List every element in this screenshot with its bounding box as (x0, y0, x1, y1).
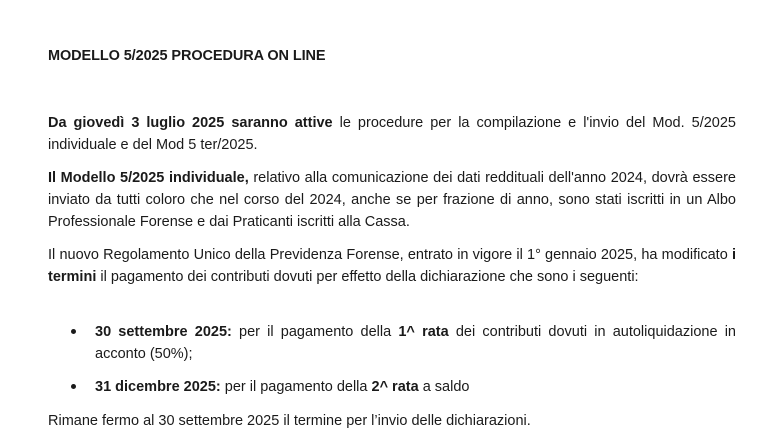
termini-emphasis: i termini (48, 247, 736, 285)
paragraph-regolamento (48, 244, 736, 288)
activation-text: le procedure per la compilazione e l'invio del Mod. 5/2025 individuale e del Mod 5 ter/2025. (48, 115, 736, 153)
bullet-icon (71, 329, 76, 334)
deadline-text-after: a saldo (418, 379, 470, 395)
deadline-text-before: per il pagamento della (220, 379, 372, 395)
deadline-text-before: per il pagamento della (231, 324, 399, 340)
activation-date-emphasis: Da giovedì 3 luglio 2025 saranno attive (48, 115, 333, 131)
paragraph-activation-date (48, 112, 736, 156)
rata-label: 2^ rata (371, 379, 419, 395)
regolamento-text-after: il pagamento dei contributi dovuti per effetto della dichiarazione che sono i seguenti: (96, 269, 639, 285)
paragraph-modello-individuale (48, 167, 736, 233)
list-item (48, 321, 736, 365)
document-title: MODELLO 5/2025 PROCEDURA ON LINE (48, 48, 326, 64)
deadline-date: 31 dicembre 2025: (95, 379, 221, 395)
modello-individuale-text: relativo alla comunicazione dei dati reddituali dell'anno 2024, dovrà essere inviato da tutti coloro che nel corso del 2024, anche se per frazione di anno, sono stati iscritti in un Albo Professionale Forense e dai Praticanti iscritti alla Cassa. (48, 170, 736, 230)
bullet-icon (71, 384, 76, 389)
modello-individuale-emphasis: Il Modello 5/2025 individuale, (48, 170, 249, 186)
list-item (48, 376, 736, 398)
paragraph-deadline-reminder: Rimane fermo al 30 settembre 2025 il termine per l’invio delle dichiarazioni. (48, 413, 531, 429)
deadline-list (48, 321, 736, 398)
rata-label: 1^ rata (398, 324, 449, 340)
regolamento-text-before: Il nuovo Regolamento Unico della Previdenza Forense, entrato in vigore il 1° gennaio 2025, ha modificato (48, 247, 728, 263)
deadline-date: 30 settembre 2025: (95, 324, 232, 340)
deadline-text-after: dei contributi dovuti in autoliquidazione in acconto (50%); (95, 324, 736, 362)
